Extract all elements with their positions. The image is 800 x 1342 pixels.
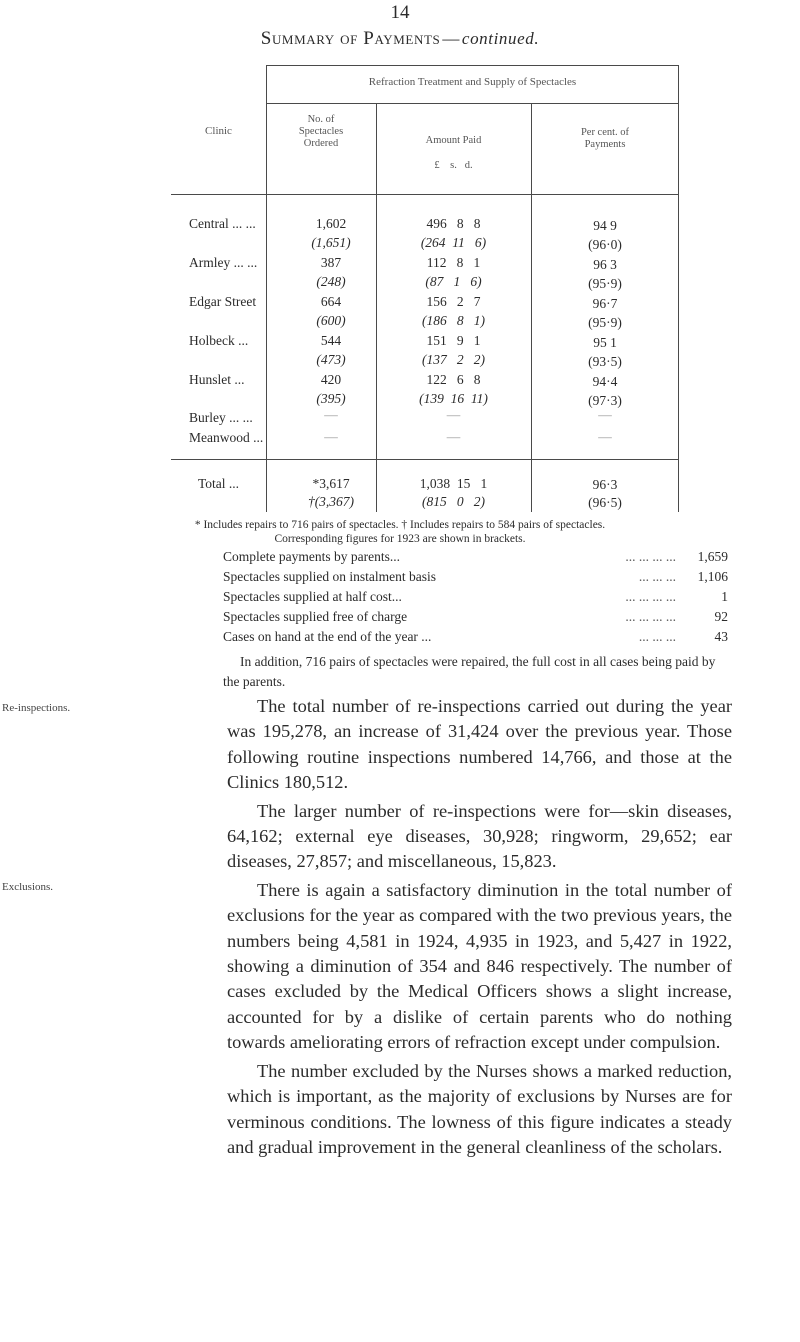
page-number: 14	[390, 2, 410, 23]
armley-amount: 112 8 1	[426, 255, 481, 270]
table-top-rule	[266, 65, 679, 66]
meanwood-pct: —	[598, 429, 612, 444]
edgar-no: 664	[320, 294, 342, 309]
armley-amount-prev: (87 1 6)	[425, 274, 482, 289]
title-main: Summary of Payments	[260, 28, 441, 49]
title-dash: —	[442, 29, 460, 48]
list-item: Spectacles supplied on instalment basis ... ... ... 1,106	[223, 569, 728, 584]
header-clinic: Clinic	[205, 125, 232, 137]
paragraph-exclusions: There is again a satisfactory diminution in the total number of exclusions for the year as compared with the two previous years, the numbers being 4,581 in 1924, 4,935 in 1923, and 5,427 in 1922, showing a diminution of 354 and 846 respectively. The number of cases excluded by the Medical Officers shows a slight increase, accounted for by a dislike of certain parents who do nothing towards ameliorating errors of refraction except under compulsion.	[227, 879, 732, 1053]
list-item: Spectacles supplied at half cost... ... ... ... ... 1	[223, 589, 728, 604]
hunslet-no: 420	[320, 372, 342, 387]
repair-note: In addition, 716 pairs of spectacles were repaired, the full cost in all cases being paid by the parents.	[223, 654, 716, 689]
title-continued: continued.	[461, 29, 540, 48]
total-amount: 1,038 15 1	[419, 476, 488, 491]
central-no-prev: (1,651)	[311, 235, 351, 250]
header-amount-paid: Amount Paid	[425, 135, 482, 146]
list-item: Complete payments by parents... ... ... ... ... 1,659	[223, 549, 728, 564]
armley-pct: 96 3	[593, 257, 617, 272]
hunslet-amount: 122 6 8	[426, 372, 481, 387]
margin-note-reinspections: Re-inspections.	[2, 702, 71, 714]
list-item: Spectacles supplied free of charge ... ... ... ... 92	[223, 609, 728, 624]
armley-no-prev: (248)	[316, 274, 346, 289]
clinic-central: Central ... ...	[189, 216, 256, 231]
clinic-burley: Burley ... ...	[189, 410, 253, 425]
footnote-brackets: Corresponding figures for 1923 are shown in brackets.	[274, 533, 526, 545]
burley-no: —	[324, 407, 338, 422]
holbeck-no-prev: (473)	[316, 352, 346, 367]
page-title	[0, 28, 800, 50]
holbeck-pct-prev: (93·5)	[588, 354, 622, 369]
holbeck-no: 544	[320, 333, 342, 348]
paragraph-reinspection-breakdown: The larger number of re-inspections were for—skin diseases, 64,162; external eye diseases, 30,928; ringworm, 29,652; ear diseases, 27,857; and miscellaneous, 15,823.	[227, 800, 732, 872]
paragraph-nurses: The number excluded by the Nurses shows a marked reduction, which is important, as the majority of exclusions by Nurses are for verminous conditions. The lowness of this figure indicates a steady and gradual improvement in the general cleanliness of the scholars.	[227, 1060, 732, 1157]
total-label: Total ...	[198, 476, 240, 491]
header-no-spectacles: No. of Spectacles Ordered	[298, 114, 344, 150]
burley-pct: —	[598, 407, 612, 422]
edgar-pct-prev: (95·9)	[588, 315, 622, 330]
central-pct: 94 9	[593, 218, 617, 233]
edgar-pct: 96·7	[592, 296, 618, 311]
table-head-bottom-rule	[171, 194, 679, 195]
table-total-rule	[171, 459, 679, 460]
header-refraction: Refraction Treatment and Supply of Spectacles	[368, 76, 577, 88]
central-pct-prev: (96·0)	[588, 237, 622, 252]
total-amount-prev: (815 0 2)	[422, 494, 485, 509]
clinic-holbeck: Holbeck ...	[189, 333, 249, 348]
hunslet-pct: 94·4	[592, 374, 618, 389]
burley-amount: —	[446, 407, 461, 422]
hunslet-pct-prev: (97·3)	[588, 393, 622, 408]
holbeck-amount: 151 9 1	[426, 333, 481, 348]
paragraph-reinspections: The total number of re-inspections carried out during the year was 195,278, an increase of 31,424 over the previous year. Those following routine inspections numbered 14,766, and those at the Clinics 180,512.	[227, 696, 732, 793]
clinic-edgar-street: Edgar Street	[189, 294, 257, 309]
hunslet-amount-prev: (139 16 11)	[419, 391, 488, 406]
header-per-cent: Per cent. of Payments	[580, 127, 630, 151]
total-no-prev: †(3,367)	[307, 494, 355, 509]
meanwood-amount: —	[446, 429, 461, 444]
armley-no: 387	[320, 255, 342, 270]
total-pct: 96·3	[592, 477, 618, 492]
clinic-hunslet: Hunslet ...	[189, 372, 245, 387]
header-lsd: £ s. d.	[434, 160, 473, 171]
list-item: Cases on hand at the end of the year ... ... ... ... 43	[223, 629, 728, 644]
footnote-repairs: * Includes repairs to 716 pairs of spectacles. † Includes repairs to 584 pairs of spectacles.	[194, 519, 606, 531]
clinic-armley: Armley ... ...	[189, 255, 258, 270]
central-no: 1,602	[315, 216, 347, 231]
edgar-no-prev: (600)	[316, 313, 346, 328]
clinic-meanwood: Meanwood ...	[189, 430, 264, 445]
table-header-rule	[266, 103, 679, 104]
hunslet-no-prev: (395)	[316, 391, 346, 406]
meanwood-no: —	[324, 429, 338, 444]
total-no: *3,617	[312, 476, 350, 491]
central-amount-prev: (264 11 6)	[420, 235, 487, 250]
armley-pct-prev: (95·9)	[588, 276, 622, 291]
holbeck-pct: 95 1	[593, 335, 617, 350]
payments-table	[171, 65, 679, 512]
body-text	[227, 694, 732, 1163]
holbeck-amount-prev: (137 2 2)	[422, 352, 485, 367]
edgar-amount: 156 2 7	[426, 294, 481, 309]
margin-note-exclusions: Exclusions.	[2, 881, 54, 893]
central-amount: 496 8 8	[426, 216, 481, 231]
total-pct-prev: (96·5)	[588, 495, 622, 510]
edgar-amount-prev: (186 8 1)	[422, 313, 485, 328]
